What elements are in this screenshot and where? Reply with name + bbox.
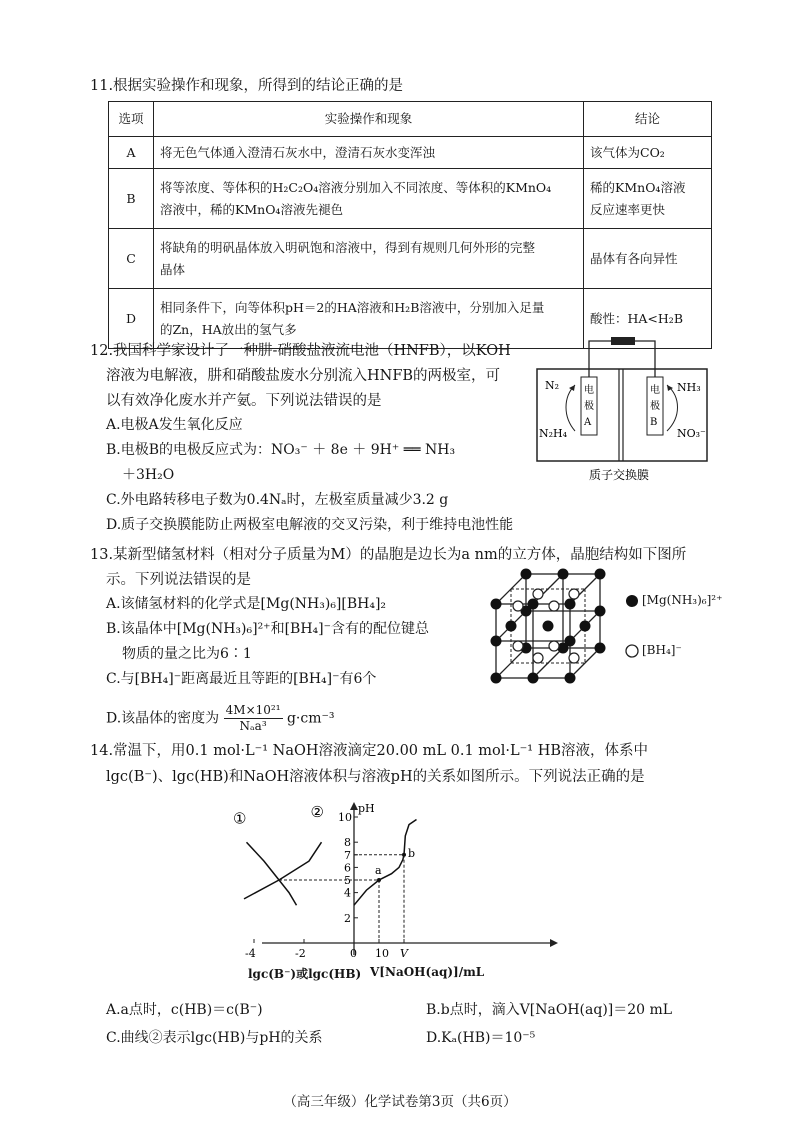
svg-text:A: A (584, 417, 592, 428)
q13-option-a: A.该储氢材料的化学式是[Mg(NH₃)₆][BH₄]₂ (106, 596, 387, 612)
q14-option-c: C.曲线②表示lgc(HB)与pH的关系 (106, 1030, 323, 1046)
table-row (109, 169, 712, 229)
q13-stem-line: 示。下列说法错误的是 (106, 572, 251, 588)
header-option: 选项 (109, 102, 154, 137)
row-operation: 将等浓度、等体积的H₂C₂O₄溶液分别加入不同浓度、等体积的KMnO₄ 溶液中，稀的KMnO₄溶液先褪色 (154, 169, 584, 229)
n2h4-label: N₂H₄ (539, 427, 568, 440)
q11-table (108, 101, 712, 349)
y-axis-arrow (350, 802, 358, 810)
x-tick-label: -4 (245, 947, 256, 960)
legend-open-label: [BH₄]⁻ (642, 643, 682, 657)
curve-label-2: ② (310, 803, 324, 821)
crystal-cell-diagram (482, 564, 622, 694)
q12-option-b: B.电极B的电极反应式为：NO₃⁻ ＋ 8e ＋ 9H⁺ ══ NH₃ (106, 442, 456, 458)
q12-option-c: C.外电路转移电子数为0.4Nₐ时，左极室质量减少3.2 g (106, 492, 449, 508)
y-tick-label: 6 (344, 861, 351, 875)
q14-option-a: A.a点时，c(HB)＝c(B⁻) (106, 1002, 263, 1018)
nh3-label: NH₃ (677, 381, 701, 394)
svg-text:电: 电 (650, 385, 660, 396)
svg-text:极: 极 (584, 401, 594, 412)
table-header (109, 102, 712, 137)
external-wire (589, 341, 655, 377)
q14-option-b: B.b点时，滴入V[NaOH(aq)]＝20 mL (426, 1002, 673, 1018)
q12-stem-line: 12.我国科学家设计了一种肼-硝酸盐液流电池（HNFB），以KOH (90, 343, 511, 359)
row-operation: 将无色气体通入澄清石灰水中，澄清石灰水变浑浊 (154, 137, 584, 169)
data-point-a (377, 878, 381, 882)
q13-option-b: B.该晶体中[Mg(NH₃)₆]²⁺和[BH₄]⁻含有的配位键总 (106, 621, 429, 637)
row-option: D (109, 289, 154, 349)
x-axis-label-right: V[NaOH(aq)]/mL (370, 965, 485, 979)
q13-option-d: D.该晶体的密度为 4M×10²¹ Nₐa³ g·cm⁻³ (106, 703, 335, 733)
n2-label: N₂ (545, 379, 560, 392)
header-conclusion: 结论 (584, 102, 712, 137)
q13-option-c: C.与[BH₄]⁻距离最近且等距的[BH₄]⁻有6个 (106, 671, 377, 687)
x-tick-label: 10 (375, 947, 389, 960)
table-row (109, 137, 712, 169)
row-conclusion: 晶体有各向异性 (584, 229, 712, 289)
x-axis-label-left: lgc(B⁻)或lgc(HB) (248, 967, 362, 981)
series-line-titration (354, 820, 417, 906)
y-tick-label: 7 (344, 848, 351, 862)
row-operation: 相同条件下，向等体积pH＝2的HA溶液和H₂B溶液中，分别加入足量 的Zn，HA放出的氢气多 (154, 289, 584, 349)
row-option: A (109, 137, 154, 169)
curve-label-1: ① (233, 809, 247, 828)
q14-stem-line: 14.常温下，用0.1 mol·L⁻¹ NaOH溶液滴定20.00 mL 0.1 mol·L⁻¹ HB溶液，体系中 (90, 743, 649, 759)
page-footer: （高三年级）化学试卷第3页（共6页） (283, 1094, 517, 1110)
x-tick-label: -2 (295, 947, 306, 960)
q12-stem-line: 溶液为电解液，肼和硝酸盐废水分别流入HNFB的两极室，可 (106, 368, 501, 384)
no3-label: NO₃⁻ (677, 427, 706, 440)
flow-battery-diagram (533, 333, 713, 483)
density-unit: g·cm⁻³ (286, 710, 335, 727)
q12-option-d: D.质子交换膜能防止两极室电解液的交叉污染，利于维持电池性能 (106, 517, 514, 533)
q13-stem-line: 13.某新型储氢材料（相对分子质量为M）的晶胞是边长为a nm的立方体，晶胞结构如下图所 (90, 547, 687, 563)
q13-option-b-cont: 物质的量之比为6∶1 (122, 646, 252, 662)
series-line-curve-2 (244, 842, 322, 899)
q14-option-d: D.Kₐ(HB)＝10⁻⁵ (426, 1030, 536, 1046)
y-tick-label: 2 (344, 911, 351, 925)
data-point-label: a (375, 864, 382, 877)
density-numerator: 4M×10²¹ (225, 703, 281, 717)
q14-stem-line: lgc(B⁻)、lgc(HB)和NaOH溶液体积与溶液pH的关系如图所示。下列说法正确的是 (106, 769, 645, 785)
svg-text:B: B (650, 417, 658, 428)
row-conclusion: 稀的KMnO₄溶液 反应速率更快 (584, 169, 712, 229)
membrane-label: 质子交换膜 (589, 468, 650, 482)
density-denominator: Nₐa³ (239, 719, 267, 733)
x-tick-label: V (400, 947, 408, 960)
x-tick-label: 0 (350, 947, 357, 960)
data-point-label: b (408, 846, 416, 860)
y-tick-label: 4 (344, 886, 351, 900)
load-resistor (611, 337, 635, 345)
ph-titration-chart (233, 800, 570, 980)
x-axis-arrow (550, 939, 558, 947)
row-option: C (109, 229, 154, 289)
q11-stem: 11.根据实验操作和现象，所得到的结论正确的是 (90, 78, 404, 94)
legend-filled-label: [Mg(NH₃)₆]²⁺ (642, 593, 723, 607)
data-point-b (402, 853, 406, 857)
row-option: B (109, 169, 154, 229)
row-conclusion: 该气体为CO₂ (584, 137, 712, 169)
table-row (109, 229, 712, 289)
header-operation: 实验操作和现象 (154, 102, 584, 137)
row-conclusion: 酸性：HA<H₂B (584, 289, 712, 349)
q12-option-b-cont: ＋3H₂O (122, 467, 175, 483)
q12-stem-line: 以有效净化废水并产氨。下列说法错误的是 (106, 393, 382, 409)
arrow-left (566, 385, 575, 431)
row-operation: 将缺角的明矾晶体放入明矾饱和溶液中，得到有规则几何外形的完整 晶体 (154, 229, 584, 289)
y-tick-label: 8 (344, 836, 351, 850)
y-tick-label: 10 (338, 811, 352, 824)
svg-text:电: 电 (584, 385, 594, 396)
q12-option-a: A.电极A发生氧化反应 (106, 417, 243, 433)
arrow-right (667, 385, 678, 431)
y-axis-label: pH (358, 802, 375, 815)
y-tick-label: 5 (344, 874, 351, 887)
svg-text:极: 极 (650, 401, 660, 412)
